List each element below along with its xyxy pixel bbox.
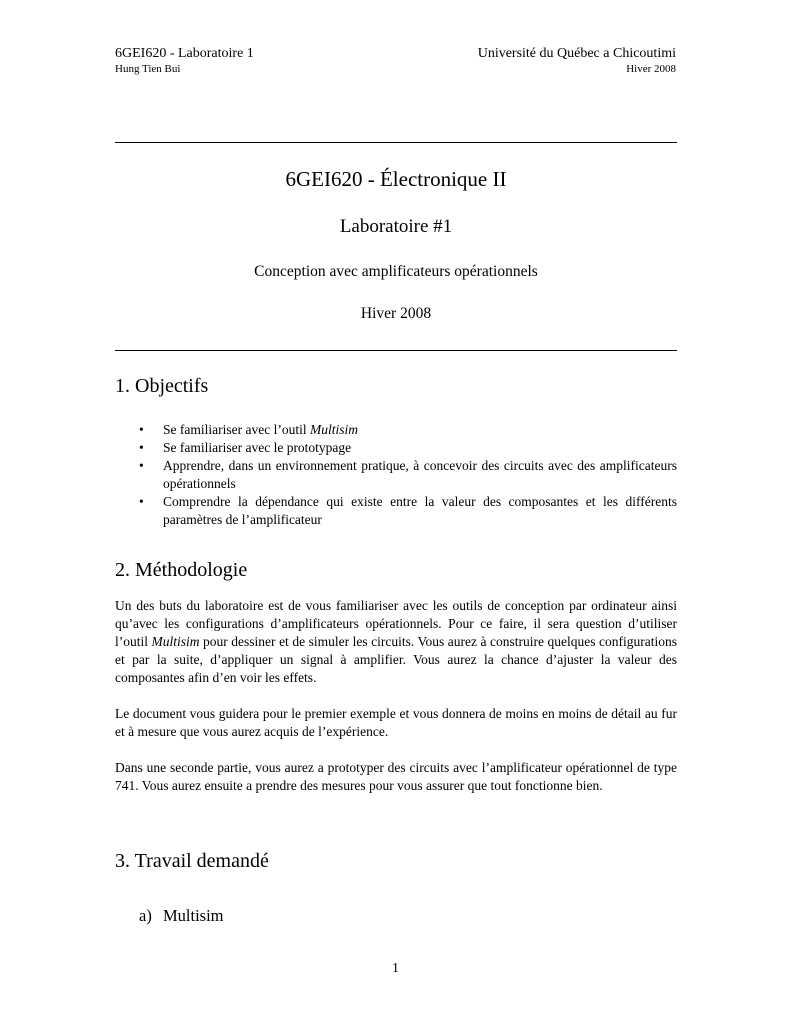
bullet-icon: • bbox=[139, 422, 144, 437]
subsection-number: a) bbox=[139, 906, 152, 925]
list-item bbox=[115, 421, 677, 439]
lab-subject: Conception avec amplificateurs opérationnels bbox=[254, 263, 538, 280]
paragraph bbox=[115, 597, 677, 687]
paragraph-text: pour dessiner et de simuler les circuits. Vous aurez à construire quelques configurations et par la suite, d’appliquer un signal à amplifier. Vous aurez la chance d’ajuster la valeur des composantes afin d’en voir les effets. bbox=[115, 634, 677, 685]
header-university: Université du Québec a Chicoutimi bbox=[477, 46, 676, 61]
page-number: 1 bbox=[392, 961, 399, 976]
top-divider bbox=[115, 142, 677, 143]
list-item bbox=[115, 457, 677, 493]
paragraph-text: Un des buts du laboratoire est de vous familiariser avec les outils de conception par ordinateur ainsi qu’avec les configurations d’amplificateurs opérationnels. Pour ce faire, il sera question d’utiliser l’outil bbox=[115, 598, 677, 649]
title-divider bbox=[115, 350, 677, 351]
bullet-icon: • bbox=[139, 440, 144, 455]
bullet-icon: • bbox=[139, 494, 144, 509]
list-item-text: Apprendre, dans un environnement pratique, à concevoir des circuits avec des amplificateurs opérationnels bbox=[163, 458, 677, 491]
list-item bbox=[115, 439, 677, 457]
subsection-label: Multisim bbox=[163, 906, 224, 925]
subsection-multisim bbox=[139, 906, 224, 926]
header-left bbox=[115, 45, 254, 76]
list-item-emphasis: Multisim bbox=[309, 422, 358, 437]
paragraph-emphasis: Multisim bbox=[151, 634, 200, 649]
lab-title: Laboratoire #1 bbox=[339, 216, 453, 237]
header-course-code: 6GEI620 - Laboratoire 1 bbox=[115, 46, 254, 61]
course-title: 6GEI620 - Électronique II bbox=[285, 167, 507, 191]
objectives-list bbox=[115, 421, 677, 529]
paragraph: Dans une seconde partie, vous aurez a prototyper des circuits avec l’amplificateur opérationnel de type 741. Vous aurez ensuite a prendre des mesures pour vous assurer que tout fonctionne bien. bbox=[115, 760, 677, 793]
list-item-text: Comprendre la dépendance qui existe entre la valeur des composantes et les différents paramètres de l’amplificateur bbox=[163, 494, 677, 527]
paragraph: Le document vous guidera pour le premier exemple et vous donnera de moins en moins de détail au fur et à mesure que vous aurez acquis de l’expérience. bbox=[115, 706, 677, 739]
section-heading-travail: 3. Travail demandé bbox=[115, 850, 269, 872]
header-right bbox=[478, 45, 676, 76]
methodology-body bbox=[115, 597, 677, 813]
section-heading-objectifs: 1. Objectifs bbox=[115, 375, 209, 397]
list-item-text: Se familiariser avec le prototypage bbox=[163, 440, 352, 455]
bullet-icon: • bbox=[139, 458, 144, 473]
section-heading-methodologie: 2. Méthodologie bbox=[115, 559, 248, 581]
list-item bbox=[115, 493, 677, 529]
header-author: Hung Tien Bui bbox=[115, 63, 181, 75]
lab-term: Hiver 2008 bbox=[360, 305, 432, 322]
header-term: Hiver 2008 bbox=[626, 63, 676, 75]
list-item-text: Se familiariser avec l’outil bbox=[163, 422, 310, 437]
